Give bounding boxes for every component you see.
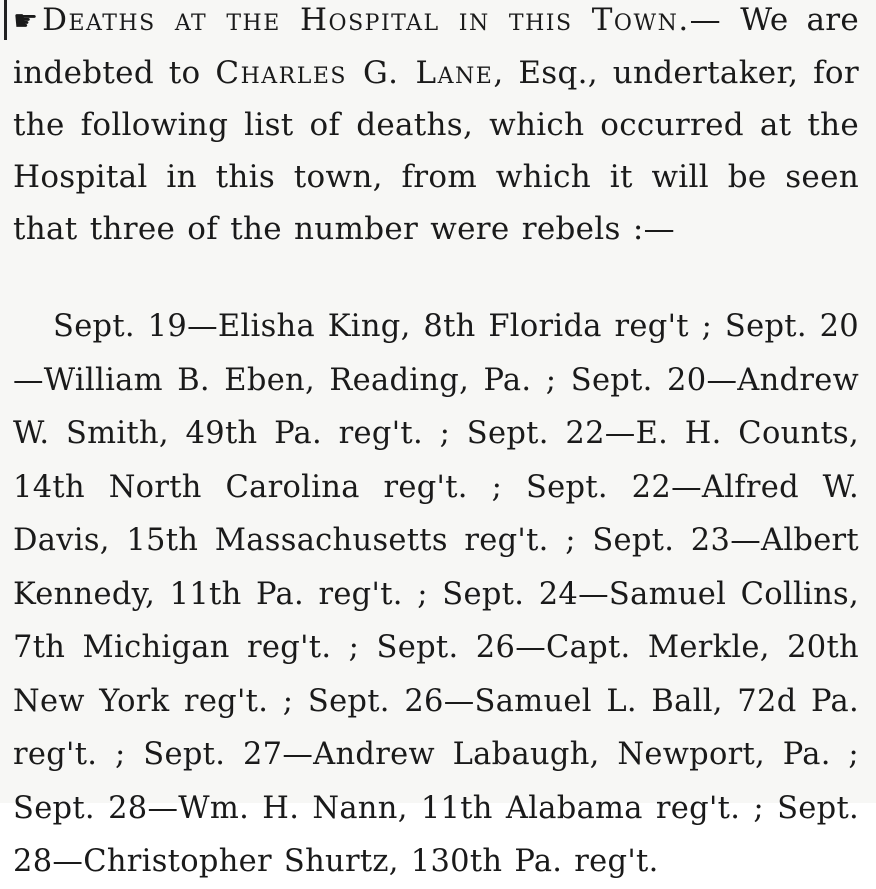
headline: Deaths at the Hospital in this Town.— [42,2,723,38]
intro-text-start: We are indebted to [13,2,860,91]
intro-text-end: , Esq., undertaker, for the following list of deaths, which occurred at the Hospital in this town, from which it will be seen that three of the number were rebels :— [13,55,860,247]
intro-paragraph [13,0,859,255]
column-rule [4,0,7,40]
undertaker-name: Charles G. Lane [215,55,494,91]
deaths-list: Sept. 19—Elisha King, 8th Florida reg't ; Sept. 20—William B. Eben, Reading, Pa. ; Sept. 20—Andrew W. Smith, 49th Pa. reg't. ; Sept. 22—E. H. Counts, 14th North Carolina reg't. ; Sept. 22—Alfred W. Davis, 15th Massachusetts reg't. ; Sept. 23—Albert Kennedy, 11th Pa. reg't. ; Sept. 24—Samuel Collins, 7th Michigan reg't. ; Sept. 26—Capt. Merkle, 20th New York reg't. ; Sept. 26—Samuel L. Ball, 72d Pa. reg't. ; Sept. 27—Andrew Labaugh, Newport, Pa. ; Sept. 28—Wm. H. Nann, 11th Alabama reg't. ; Sept. 28—Christopher Shurtz, 130th Pa. reg't. [13,309,859,879]
pointing-hand-icon: ☛ [13,4,39,37]
